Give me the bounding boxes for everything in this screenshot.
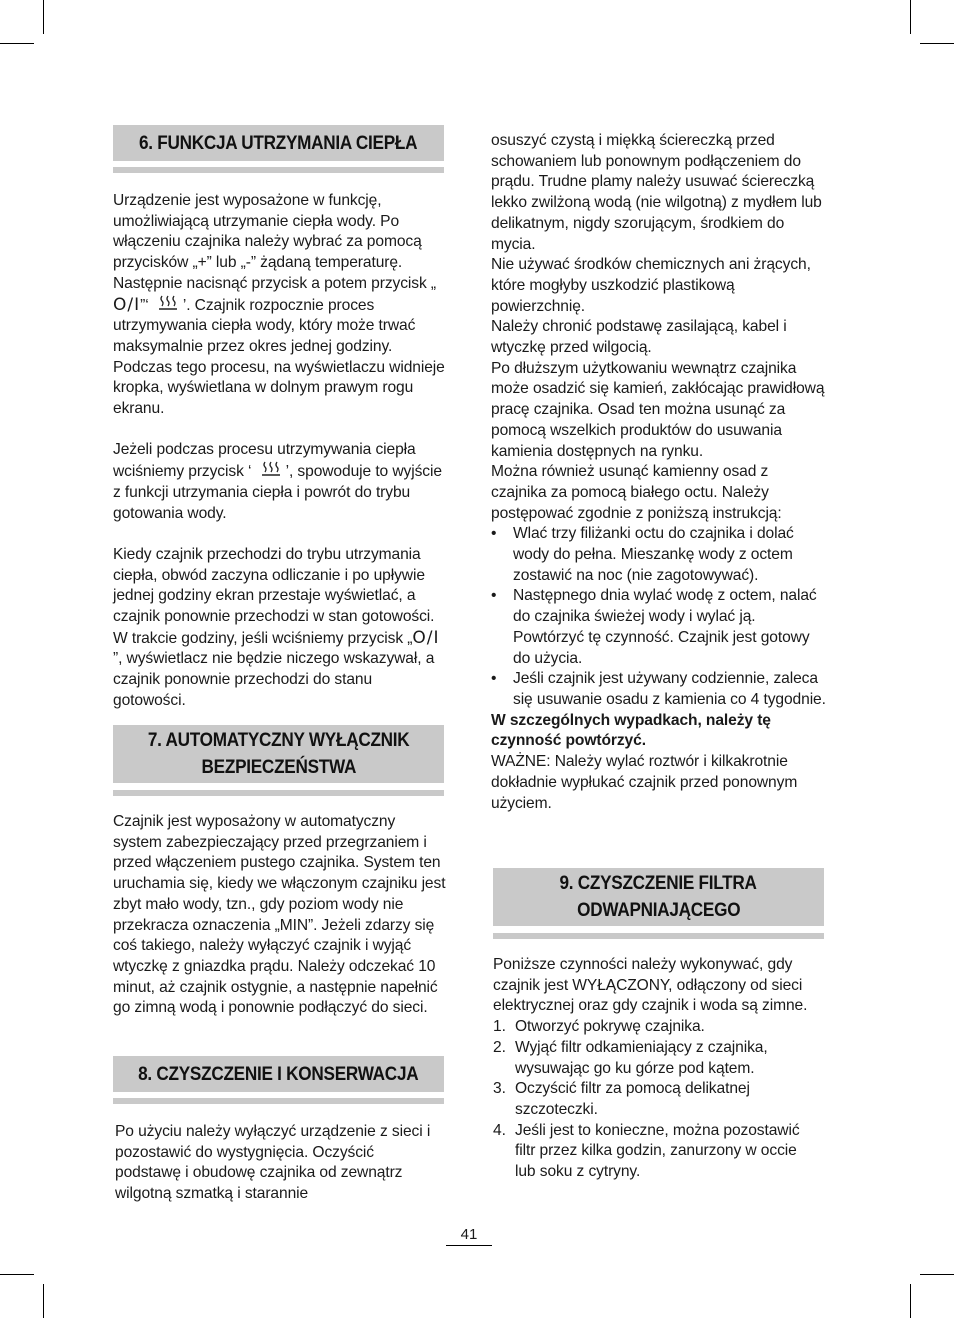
crop-mark xyxy=(920,1274,954,1275)
section-8-warning: WAŻNE: Należy wylać roztwór i kilkakrotnie dokładnie wypłukać czajnik przed ponownym użyciem. xyxy=(491,753,798,812)
list-item: 2. Wyjąć filtr odkamieniający z czajnika, wysuwając go ku górze pod kątem. xyxy=(493,1038,768,1077)
section-8-body-left xyxy=(115,1122,435,1205)
section-9-heading: 9. CZYSZCZENIE FILTRA ODWAPNIAJĄCEGO xyxy=(493,868,824,926)
section-6-heading-bar xyxy=(113,167,444,173)
section-8-paragraph-continued: osuszyć czystą i miękką ściereczką przed schowaniem lub ponownym podłączeniem do prądu. Trudne plamy należy usuwać ściereczką lekko zwilżoną wodą (nie wilgotną) z mydłem lub delikatnym, nigdy szorującym, środkiem do mycia. xyxy=(491,132,822,253)
section-8-body-right xyxy=(491,131,827,814)
list-item: • Następnego dnia wylać wodę z octem, nalać do czajnika świeżej wody i wylać ją. Powtórzyć tę czynność. Czajnik jest gotowy do użycia. xyxy=(491,586,827,669)
section-6-body xyxy=(113,191,447,712)
steam-keep-warm-icon xyxy=(155,295,181,313)
section-8-heading-bar xyxy=(113,1098,444,1104)
section-6-paragraph-3: Kiedy czajnik przechodzi do trybu utrzymania ciepła, obwód zaczyna odliczanie i po upływie jednej godziny ekran przestaje wyświetlać, a czajnik ponownie przechodzi w stan gotowości. W trakcie godziny, jeśli wciśniemy przycisk „O/I”, wyświetlacz nie będzie niczego wskazywał, a czajnik ponownie przechodzi do stanu gotowości. xyxy=(113,545,440,709)
list-item: 3. Oczyścić filtr za pomocą delikatnej szczoteczki. xyxy=(493,1080,750,1118)
section-9-heading-bar xyxy=(493,933,824,939)
steam-keep-warm-icon xyxy=(258,461,284,479)
section-7-heading: 7. AUTOMATYCZNY WYŁĄCZNIK BEZPIECZEŃSTWA xyxy=(113,725,444,783)
list-item: • Jeśli czajnik jest używany codziennie, zaleca się usuwanie osadu z kamienia co 4 tygodnie. xyxy=(491,669,827,710)
section-8-bold-note: W szczególnych wypadkach, należy tę czynność powtórzyć. xyxy=(491,711,771,750)
crop-mark xyxy=(0,1274,34,1275)
crop-mark xyxy=(920,43,954,44)
crop-mark xyxy=(43,0,44,34)
section-6-heading: 6. FUNKCJA UTRZYMANIA CIEPŁA xyxy=(113,125,444,161)
section-7-heading-bar xyxy=(113,790,444,796)
section-6-paragraph-2: Jeżeli podczas procesu utrzymywania ciepła wciśniemy przycisk ‘ ’, spowoduje to wyjście z funkcji utrzymania ciepła i powrót do trybu gotowania wody. xyxy=(113,441,442,522)
section-8-bullet-list xyxy=(491,524,827,710)
section-8-paragraph-limescale: Po dłuższym użytkowaniu wewnątrz czajnika może osadzić się kamień, zakłócając prawidłową pracę czajnika. Osad ten można usunąć za pomocą wszelkich produktów do usuwania kamienia dostępnych na rynku. xyxy=(491,359,825,460)
section-6-paragraph-1: Urządzenie jest wyposażone w funkcję, umożliwiającą utrzymanie ciepła wody. Po włączeniu czajnika należy wybrać za pomocą przycisków „+” lub „-” żądaną temperaturę. Następnie nacisnąć przycisk a potem przycisk „ O/I”‘ ’. Czajnik rozpocznie proces utrzymywania ciepła wody, który może trwać maksymalnie przez okres jednej godziny. Podczas tego procesu, na wyświetlaczu widnieje kropka, wyświetlana w dolnym prawym rogu ekranu. xyxy=(113,192,445,418)
section-9-intro: Poniższe czynności należy wykonywać, gdy czajnik jest WYŁĄCZONY, odłączony od sieci elektrycznej oraz gdy czajnik i woda są zimne. xyxy=(493,956,808,1015)
power-toggle-icon: O/I xyxy=(113,294,141,315)
list-item: • Wlać trzy filiżanki octu do czajnika i dolać wody do pełna. Mieszankę wody z octem zostawić na noc (nie zagotowywać). xyxy=(491,524,827,586)
section-9-steps xyxy=(493,1017,821,1183)
section-8-paragraph-chemicals: Nie używać środków chemicznych ani żrących, które mogłyby uszkodzić plastikową powierzchnię. xyxy=(491,256,811,315)
crop-mark xyxy=(910,1284,911,1318)
page-number: 41 xyxy=(460,1226,478,1243)
crop-mark xyxy=(910,0,911,34)
section-7-body xyxy=(113,812,447,1019)
list-item: 4. Jeśli jest to konieczne, można pozostawić filtr przez kilka godzin, zanurzony w occie lub soku z cytryny. xyxy=(493,1121,800,1181)
list-item: 1. Otworzyć pokrywę czajnika. xyxy=(493,1018,705,1036)
section-7-paragraph: Czajnik jest wyposażony w automatyczny system zabezpieczający przed przegrzaniem i przed włączeniem pustego czajnika. System ten uruchamia się, kiedy we włączonym czajniku jest zbyt mało wody, tzn., gdy poziom wody nie przekracza oznaczenia „MIN”. Jeżeli zdarzy się coś takiego, należy wyłączyć czajnik i wyjąć wtyczkę z gniazdka prądu. Należy odczekać 10 minut, aż czajnik ostygnie, a następnie napełnić go zimną wodą i ponownie podłączyć do sieci. xyxy=(113,813,446,1017)
section-8-paragraph-vinegar: Można również usunąć kamienny osad z czajnika za pomocą białego octu. Należy postępować zgodnie z poniższą instrukcją: xyxy=(491,463,782,522)
page-number-underline xyxy=(446,1245,492,1246)
power-toggle-icon: O/I xyxy=(412,627,440,648)
section-8-paragraph-start: Po użyciu należy wyłączyć urządzenie z sieci i pozostawić do wystygnięcia. Oczyścić podstawę i obudowę czajnika od zewnątrz wilgotną szmatką i starannie xyxy=(115,1123,431,1203)
section-8-heading: 8. CZYSZCZENIE I KONSERWACJA xyxy=(113,1056,444,1092)
crop-mark xyxy=(0,43,34,44)
section-9-body xyxy=(493,955,821,1183)
crop-mark xyxy=(43,1284,44,1318)
section-8-paragraph-moisture: Należy chronić podstawę zasilającą, kabel i wtyczkę przed wilgocią. xyxy=(491,318,787,357)
